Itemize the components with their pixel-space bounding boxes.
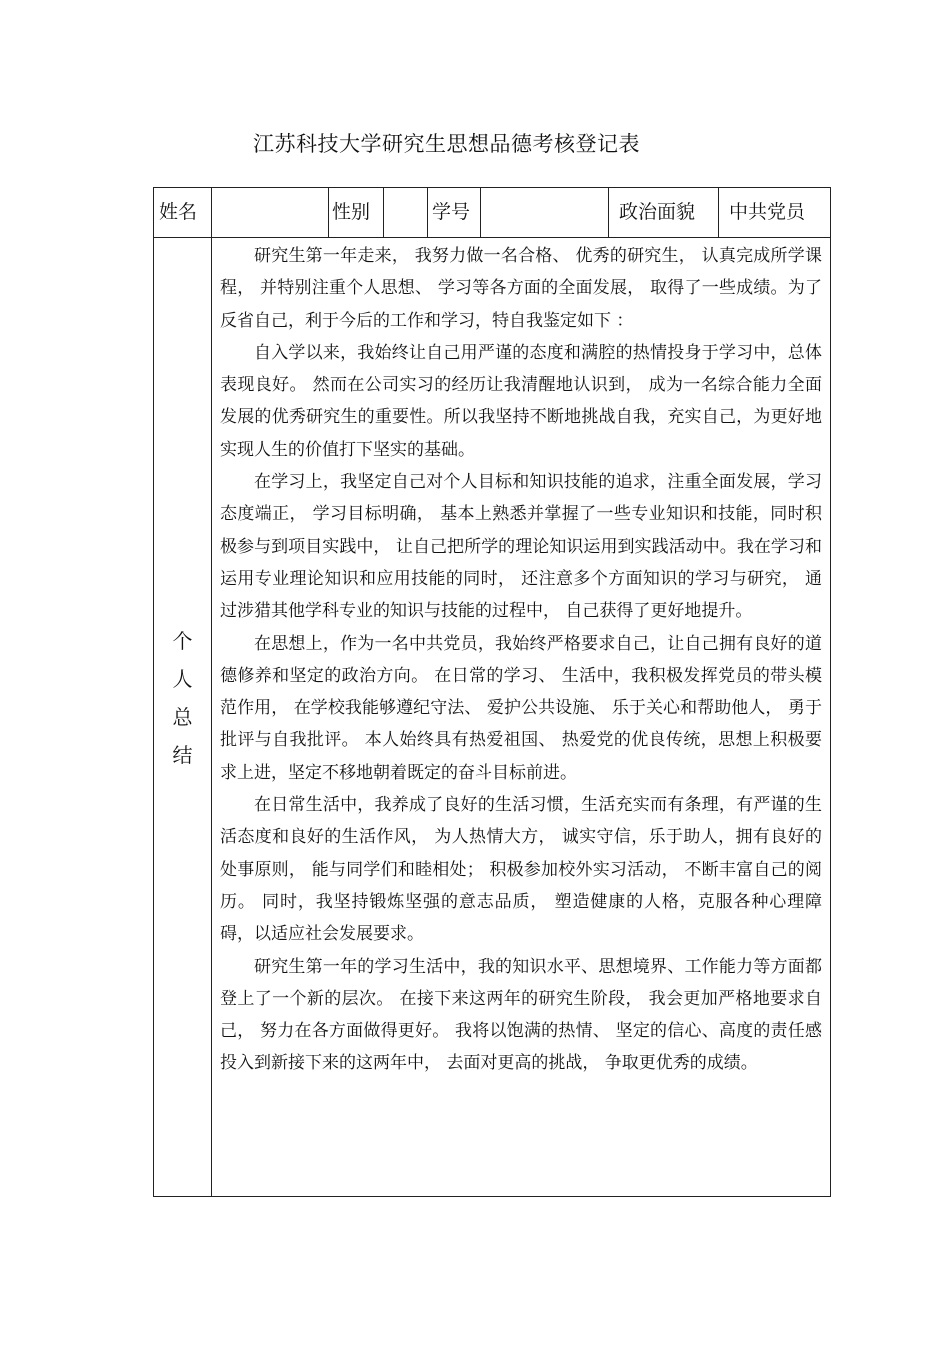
form-title: 江苏科技大学研究生思想品德考核登记表 (253, 132, 640, 156)
summary-text[interactable] (220, 240, 822, 1080)
summary-paragraph: 在日常生活中，我养成了良好的生活习惯，生活充实而有条理，有严谨的生活态度和良好的生活作风， 为人热情大方， 诚实守信，乐于助人，拥有良好的处事原则， 能与同学们和睦相处； 积极参加校外实习活动， 不断丰富自己的阅历。 同时，我坚持锻炼坚强的意志品质， 塑造健康的人格，克服各种心理障碍，以适应社会发展要求。 (220, 795, 822, 945)
student-id-field[interactable] (481, 188, 609, 237)
political-status-value[interactable]: 中共党员 (729, 201, 806, 223)
summary-row (154, 238, 830, 1196)
gender-label: 性别 (329, 188, 384, 237)
summary-paragraph: 研究生第一年走来， 我努力做一名合格、 优秀的研究生， 认真完成所学课程， 并特别注重个人思想、 学习等各方面的全面发展， 取得了一些成绩。为了反省自己，利于今后的工作和学习，特自我鉴定如下 ： (220, 246, 822, 331)
summary-label-char: 个 (172, 629, 193, 653)
summary-label-char: 人 (172, 667, 193, 691)
summary-paragraph: 在学习上，我坚定自己对个人目标和知识技能的追求，注重全面发展，学习态度端正， 学习目标明确， 基本上熟悉并掌握了一些专业知识和技能，同时积极参与到项目实践中， 让自己把所学的理论知识运用到实践活动中。我在学习和运用专业理论知识和应用技能的同时， 还注意多个方面知识的学习与研究， 通过涉猎其他学科专业的知识与技能的过程中， 自己获得了更好地提升。 (220, 472, 822, 622)
name-label: 姓名 (154, 188, 212, 237)
name-field[interactable] (212, 188, 329, 237)
summary-paragraph: 研究生第一年的学习生活中，我的知识水平、思想境界、工作能力等方面都登上了一个新的层次。 在接下来这两年的研究生阶段， 我会更加严格地要求自己， 努力在各方面做得更好。 我将以饱满的热情、 坚定的信心、高度的责任感投入到新接下来的这两年中， 去面对更高的挑战， 争取更优秀的成绩。 (220, 956, 822, 1074)
registration-table (153, 187, 831, 1197)
summary-label (154, 238, 212, 1196)
summary-label-char: 总 (172, 705, 193, 729)
student-id-label: 学号 (428, 188, 481, 237)
summary-label-char: 结 (172, 743, 193, 767)
political-status-label: 政治面貌 (609, 188, 719, 237)
summary-paragraph: 在思想上，作为一名中共党员，我始终严格要求自己，让自己拥有良好的道德修养和坚定的政治方向。 在日常的学习、 生活中，我积极发挥党员的带头模范作用， 在学校我能够遵纪守法、 爱护公共设施、 乐于关心和帮助他人， 勇于批评与自我批评。 本人始终具有热爱祖国、 热爱党的优良传统，思想上积极要求上进，坚定不移地朝着既定的奋斗目标前进。 (220, 633, 822, 783)
summary-paragraph: 自入学以来，我始终让自己用严谨的态度和满腔的热情投身于学习中，总体表现良好。 然而在公司实习的经历让我清醒地认识到， 成为一名综合能力全面发展的优秀研究生的重要性。所以我坚持不断地挑战自我，充实自己，为更好地实现人生的价值打下坚实的基础。 (220, 342, 822, 460)
gender-field[interactable] (384, 188, 428, 237)
header-row (154, 188, 830, 238)
